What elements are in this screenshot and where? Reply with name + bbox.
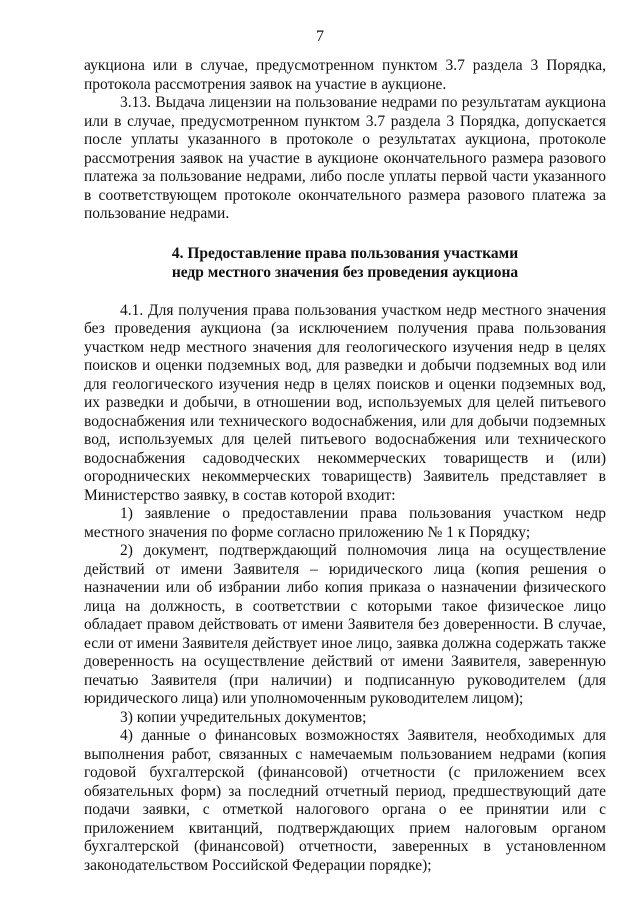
page-number: 7 — [316, 28, 324, 45]
list-item-3: 3) копии учредительных документов; — [120, 708, 367, 726]
list-item-4: 4) данные о финансовых возможностях Заявителя, необходимых для выполнения работ, связанных с намечаемым пользованием недрами (копия годовой бухгалтерской (финансовой) отчетности (с приложением всех обязательных форм) за последний отчетный период, предшествующий дате подачи заявки, с отметкой налогового органа о ее принятии или с приложением квитанций, подтверждающих прием налоговым органом бухгалтерской (финансовой) отчетности, заверенных в установленном законодательством Российской Федерации порядке); — [84, 727, 606, 874]
paragraph-continuation: аукциона или в случае, предусмотренном пунктом 3.7 раздела 3 Порядка, протокола рассмотрения заявок на участие в аукционе. — [84, 57, 606, 93]
list-item-2: 2) документ, подтверждающий полномочия лица на осуществление действий от имени Заявителя – юридического лица (копия решения о назначении или об избрании либо копия приказа о назначении физического лица на должность, в соответствии с которыми такое физическое лицо обладает правом действовать от имени Заявителя без доверенности. В случае, если от имени Заявителя действует иное лицо, заявка должна содержать также доверенность на осуществление действий от имени Заявителя, заверенную печатью Заявителя (при наличии) и подписанную руководителем (для юридического лица) или уполномоченным руководителем лицом); — [84, 542, 606, 707]
list-item-1: 1) заявление о предоставлении права пользования участком недр местного значения по форме согласно приложению № 1 к Порядку; — [84, 505, 606, 541]
paragraph-3-13: 3.13. Выдача лицензии на пользование недрами по результатам аукциона или в случае, предусмотренном пунктом 3.7 раздела 3 Порядка, допускается после уплаты указанного в протоколе о результатах аукциона, протоколе рассмотрения заявок на участие в аукционе окончательного размера разового платежа за пользование недрами, либо после уплаты первой части указанного в соответствующем протоколе окончательного размера разового платежа за пользование недрами. — [84, 94, 606, 222]
section-heading-line1: 4. Предоставление права пользования участками — [171, 244, 519, 262]
section-heading — [84, 244, 606, 282]
paragraph-4-1: 4.1. Для получения права пользования участком недр местного значения без проведения аукциона (за исключением получения права пользования участком недр местного значения для геологического изучения недр в целях поисков и оценки подземных вод, для разведки и добычи подземных вод или для геологического изучения недр в целях поисков и оценки подземных вод, их разведки и добычи, в отношении вод, используемых для целей питьевого водоснабжения или технического водоснабжения, или для добычи подземных вод, используемых для целей питьевого водоснабжения или технического водоснабжения садоводческих некоммерческих товариществ и (или) огороднических некоммерческих товариществ) Заявитель представляет в Министерство заявку, в состав которой входит: — [84, 301, 606, 504]
document-body — [84, 57, 606, 875]
section-heading-line2: недр местного значения без проведения аукциона — [171, 263, 519, 281]
